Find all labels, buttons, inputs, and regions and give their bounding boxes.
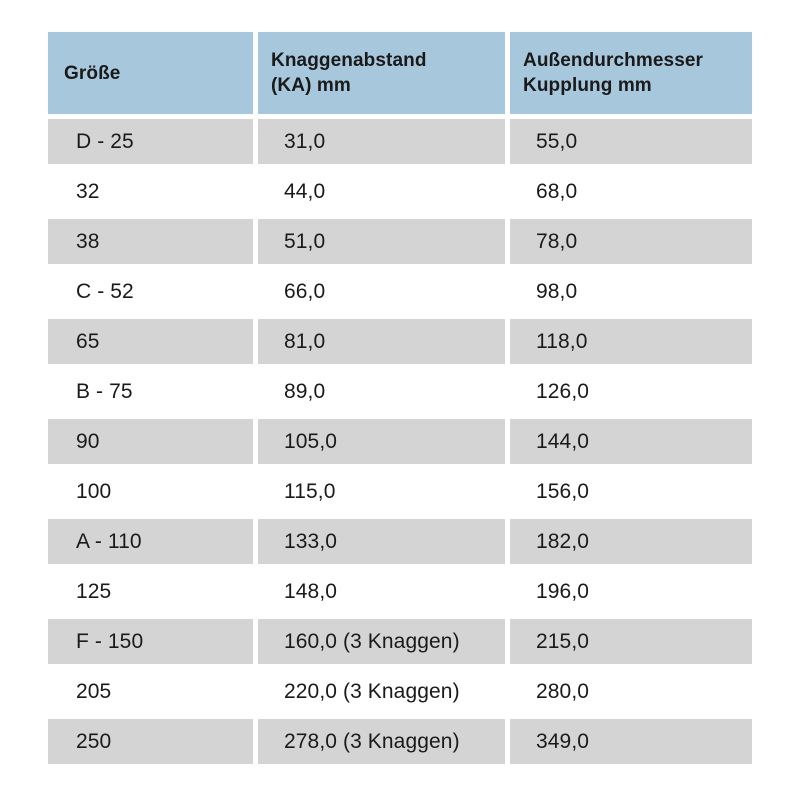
table-cell-outer-diameter: 118,0	[510, 319, 752, 364]
table-cell-lug-spacing: 105,0	[258, 419, 505, 464]
table-cell-lug-spacing: 89,0	[284, 379, 326, 403]
table-cell-size: 250	[48, 719, 253, 764]
table-row	[48, 519, 752, 564]
table-cell-size: D - 25	[48, 119, 253, 164]
table-cell-outer-diameter: 68,0	[536, 179, 578, 203]
table-cell-lug-spacing: 160,0 (3 Knaggen)	[258, 619, 505, 664]
table-cell-outer-diameter: 196,0	[536, 579, 590, 603]
table-cell-outer-diameter: 215,0	[510, 619, 752, 664]
table-row	[48, 469, 752, 514]
table-cell-lug-spacing: 148,0	[284, 579, 338, 603]
table-cell-size: A - 110	[48, 519, 253, 564]
table-body	[48, 119, 752, 764]
table-cell-size: 205	[76, 679, 112, 703]
header-label-size: Größe	[64, 62, 121, 84]
table-cell-outer-diameter: 55,0	[510, 119, 752, 164]
table-cell-lug-spacing: 81,0	[258, 319, 505, 364]
table-row	[48, 669, 752, 714]
table-cell-size: B - 75	[76, 379, 133, 403]
header-cell-size	[48, 32, 253, 114]
table-row	[48, 419, 752, 464]
table-cell-lug-spacing: 44,0	[284, 179, 326, 203]
table-cell-lug-spacing: 278,0 (3 Knaggen)	[258, 719, 505, 764]
table-row	[48, 219, 752, 264]
table-cell-outer-diameter: 349,0	[510, 719, 752, 764]
table-cell-outer-diameter: 182,0	[510, 519, 752, 564]
table-cell-size: C - 52	[76, 279, 134, 303]
table-cell-outer-diameter: 144,0	[510, 419, 752, 464]
table-row	[48, 569, 752, 614]
table-cell-size: 90	[48, 419, 253, 464]
table-cell-outer-diameter: 98,0	[536, 279, 578, 303]
table-cell-size: 38	[48, 219, 253, 264]
table-cell-lug-spacing: 220,0 (3 Knaggen)	[284, 679, 460, 703]
table-cell-outer-diameter: 126,0	[536, 379, 590, 403]
table-row	[48, 319, 752, 364]
table-cell-lug-spacing: 133,0	[258, 519, 505, 564]
table-cell-lug-spacing: 31,0	[258, 119, 505, 164]
table-cell-lug-spacing: 51,0	[258, 219, 505, 264]
table-cell-size: 100	[76, 479, 112, 503]
table-row	[48, 619, 752, 664]
table-cell-lug-spacing: 115,0	[284, 479, 336, 503]
table-cell-outer-diameter: 78,0	[510, 219, 752, 264]
header-label-outer-diameter: Außendurchmesser Kupplung mm	[523, 50, 704, 96]
table-cell-lug-spacing: 66,0	[284, 279, 326, 303]
table-cell-size: F - 150	[48, 619, 253, 664]
table-cell-size: 65	[48, 319, 253, 364]
table-row	[48, 119, 752, 164]
header-cell-lug-spacing	[258, 32, 505, 114]
table-cell-outer-diameter: 156,0	[536, 479, 590, 503]
table-row	[48, 719, 752, 764]
header-label-lug-spacing: Knaggenabstand (KA) mm	[271, 50, 427, 96]
table-header-row	[48, 32, 752, 114]
table-row	[48, 169, 752, 214]
table-cell-outer-diameter: 280,0	[536, 679, 590, 703]
table-cell-size: 125	[76, 579, 112, 603]
size-table	[48, 32, 752, 769]
header-cell-outer-diameter	[510, 32, 752, 114]
table-row	[48, 269, 752, 314]
table-cell-size: 32	[76, 179, 100, 203]
table-row	[48, 369, 752, 414]
